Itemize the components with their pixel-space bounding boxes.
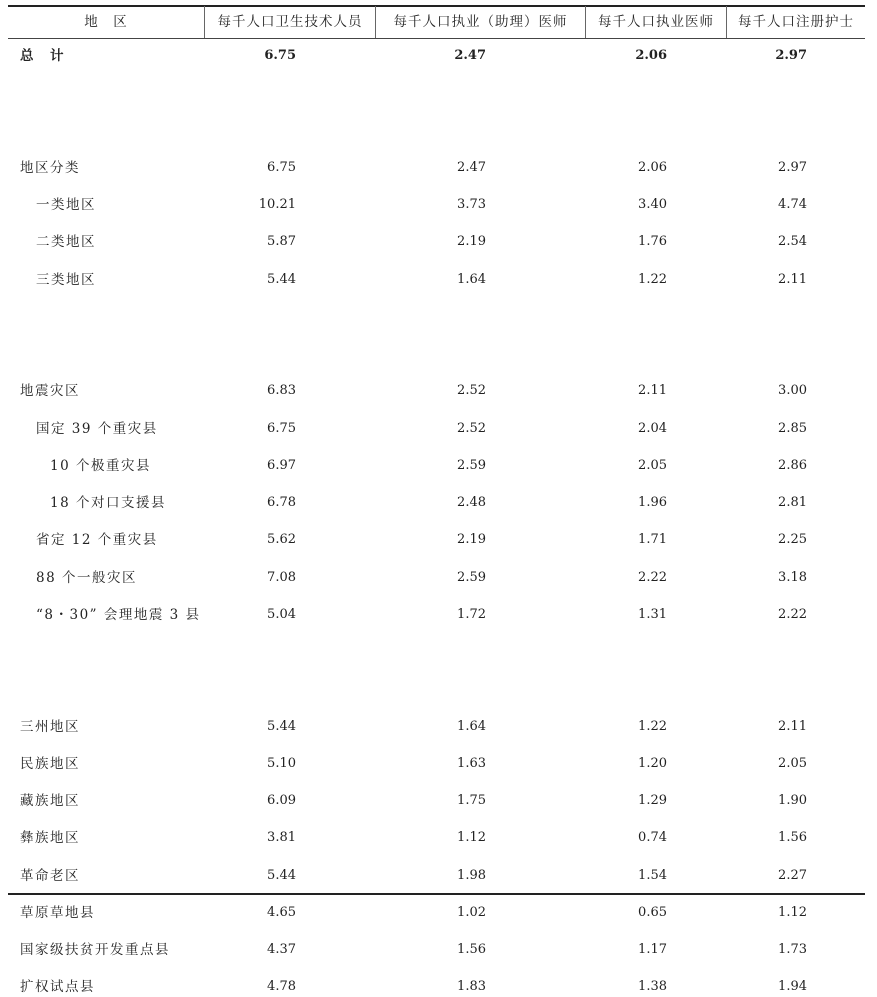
practicing-assistant-physicians-value: 2.47 (454, 48, 486, 63)
table-row (8, 717, 865, 737)
table-row (8, 456, 865, 476)
registered-nurses-value: 1.73 (778, 942, 807, 957)
table-row (8, 568, 865, 588)
table-row (8, 605, 865, 625)
registered-nurses-value: 3.18 (778, 569, 807, 585)
table-row (8, 419, 865, 439)
practicing-physicians-value: 1.22 (638, 718, 667, 734)
practicing-assistant-physicians-value: 1.56 (457, 942, 486, 957)
registered-nurses-value: 2.97 (775, 48, 807, 63)
health-technicians-value: 7.08 (267, 569, 296, 585)
region-name: 草原草地县 (20, 904, 95, 921)
region-name: 地震灾区 (20, 383, 80, 400)
practicing-assistant-physicians-value: 2.47 (457, 159, 486, 175)
registered-nurses-value: 2.11 (778, 271, 807, 287)
practicing-assistant-physicians-value: 2.59 (457, 569, 486, 585)
table-row (8, 158, 865, 178)
table-row (8, 754, 865, 774)
registered-nurses-value: 2.27 (778, 867, 807, 883)
registered-nurses-value: 2.05 (778, 755, 807, 771)
table-row (8, 977, 865, 997)
health-technicians-value: 6.83 (267, 383, 296, 399)
header-health-technicians: 每千人口卫生技术人员 (217, 14, 363, 30)
practicing-physicians-value: 2.05 (638, 457, 667, 473)
practicing-physicians-value: 1.76 (638, 234, 667, 250)
table-row (8, 828, 865, 848)
practicing-physicians-value: 1.22 (638, 271, 667, 287)
header-practicing-assistant-physicians: 每千人口执业（助理）医师 (393, 14, 568, 30)
region-name: 总 计 (20, 48, 65, 64)
registered-nurses-value: 2.25 (778, 532, 807, 548)
table-row (8, 232, 865, 252)
region-name: 88 个一般灾区 (36, 569, 137, 586)
health-technicians-value: 4.37 (267, 942, 296, 957)
region-name: “8・30” 会理地震 3 县 (36, 606, 201, 623)
practicing-assistant-physicians-value: 1.63 (457, 755, 486, 771)
practicing-physicians-value: 1.17 (638, 942, 667, 957)
registered-nurses-value: 2.22 (778, 606, 807, 622)
registered-nurses-value: 2.97 (778, 159, 807, 175)
region-name: 扩权试点县 (20, 979, 95, 996)
practicing-physicians-value: 1.38 (638, 979, 667, 995)
practicing-physicians-value: 1.31 (638, 606, 667, 622)
registered-nurses-value: 1.56 (778, 830, 807, 846)
registered-nurses-value: 2.81 (778, 495, 807, 510)
region-name: 省定 12 个重灾县 (36, 532, 158, 549)
practicing-physicians-value: 2.04 (638, 420, 667, 436)
health-technicians-value: 6.09 (267, 793, 296, 808)
health-technicians-value: 5.87 (267, 234, 296, 250)
health-technicians-value: 5.44 (267, 867, 296, 883)
header-practicing-physicians: 每千人口执业医师 (598, 14, 714, 30)
table-row (8, 493, 865, 513)
practicing-assistant-physicians-value: 1.12 (457, 830, 486, 846)
practicing-physicians-value: 1.29 (638, 793, 667, 808)
registered-nurses-value: 2.86 (778, 457, 807, 473)
registered-nurses-value: 1.90 (778, 793, 807, 808)
table-row (8, 381, 865, 401)
health-technicians-value: 5.62 (267, 532, 296, 548)
health-technicians-value: 6.75 (267, 159, 296, 175)
practicing-physicians-value: 1.20 (638, 755, 667, 771)
practicing-physicians-value: 2.06 (635, 48, 667, 63)
practicing-physicians-value: 2.06 (638, 159, 667, 175)
health-technicians-value: 6.97 (267, 457, 296, 473)
region-name: 国定 39 个重灾县 (36, 420, 158, 437)
table-row (8, 791, 865, 811)
practicing-assistant-physicians-value: 1.98 (457, 867, 486, 883)
region-name: 彝族地区 (20, 830, 80, 847)
practicing-assistant-physicians-value: 1.75 (457, 793, 486, 808)
health-technicians-value: 5.04 (267, 606, 296, 622)
registered-nurses-value: 4.74 (778, 197, 807, 212)
practicing-physicians-value: 2.11 (638, 383, 667, 399)
practicing-assistant-physicians-value: 1.72 (457, 606, 486, 622)
table-row (8, 903, 865, 923)
practicing-physicians-value: 1.96 (638, 495, 667, 510)
registered-nurses-value: 1.94 (778, 979, 807, 995)
practicing-physicians-value: 1.71 (638, 532, 667, 548)
header-registered-nurses: 每千人口注册护士 (738, 14, 854, 30)
practicing-assistant-physicians-value: 2.59 (457, 457, 486, 473)
region-name: 国家级扶贫开发重点县 (20, 942, 170, 958)
health-technicians-value: 4.65 (267, 904, 296, 920)
health-technicians-value: 6.75 (267, 420, 296, 436)
health-technicians-value: 3.81 (267, 830, 296, 846)
registered-nurses-value: 2.11 (778, 718, 807, 734)
table-bottom-rule (8, 893, 865, 895)
health-technicians-value: 6.75 (264, 48, 296, 63)
practicing-assistant-physicians-value: 1.02 (457, 904, 486, 920)
region-name: 地区分类 (20, 159, 80, 176)
region-name: 10 个极重灾县 (50, 457, 151, 474)
header-region: 地 区 (84, 14, 128, 30)
region-name: 三州地区 (20, 718, 80, 735)
table-header-rule (8, 38, 865, 39)
region-name: 18 个对口支援县 (50, 495, 166, 511)
health-technicians-value: 6.78 (267, 495, 296, 510)
practicing-physicians-value: 2.22 (638, 569, 667, 585)
practicing-assistant-physicians-value: 1.83 (457, 979, 486, 995)
registered-nurses-value: 1.12 (778, 904, 807, 920)
table-row (8, 530, 865, 550)
practicing-assistant-physicians-value: 1.64 (457, 718, 486, 734)
health-technicians-value: 4.78 (267, 979, 296, 995)
practicing-physicians-value: 1.54 (638, 867, 667, 883)
region-name: 一类地区 (36, 197, 96, 213)
table-row (8, 866, 865, 886)
practicing-assistant-physicians-value: 2.19 (457, 234, 486, 250)
practicing-assistant-physicians-value: 2.19 (457, 532, 486, 548)
health-technicians-value: 5.44 (267, 271, 296, 287)
table-row (8, 270, 865, 290)
registered-nurses-value: 3.00 (778, 383, 807, 399)
region-name: 三类地区 (36, 271, 96, 288)
region-name: 藏族地区 (20, 793, 80, 809)
practicing-physicians-value: 0.65 (638, 904, 667, 920)
practicing-assistant-physicians-value: 1.64 (457, 271, 486, 287)
practicing-physicians-value: 3.40 (638, 197, 667, 212)
total-row (8, 46, 865, 66)
practicing-physicians-value: 0.74 (638, 830, 667, 846)
practicing-assistant-physicians-value: 2.52 (457, 383, 486, 399)
region-name: 民族地区 (20, 755, 80, 772)
table-row (8, 195, 865, 215)
region-name: 二类地区 (36, 234, 96, 251)
practicing-assistant-physicians-value: 2.48 (457, 495, 486, 510)
health-technicians-value: 5.44 (267, 718, 296, 734)
region-name: 革命老区 (20, 867, 80, 884)
registered-nurses-value: 2.54 (778, 234, 807, 250)
practicing-assistant-physicians-value: 2.52 (457, 420, 486, 436)
practicing-assistant-physicians-value: 3.73 (457, 197, 486, 212)
table-row (8, 940, 865, 960)
health-technicians-value: 5.10 (267, 755, 296, 771)
health-technicians-value: 10.21 (258, 197, 296, 212)
registered-nurses-value: 2.85 (778, 420, 807, 436)
